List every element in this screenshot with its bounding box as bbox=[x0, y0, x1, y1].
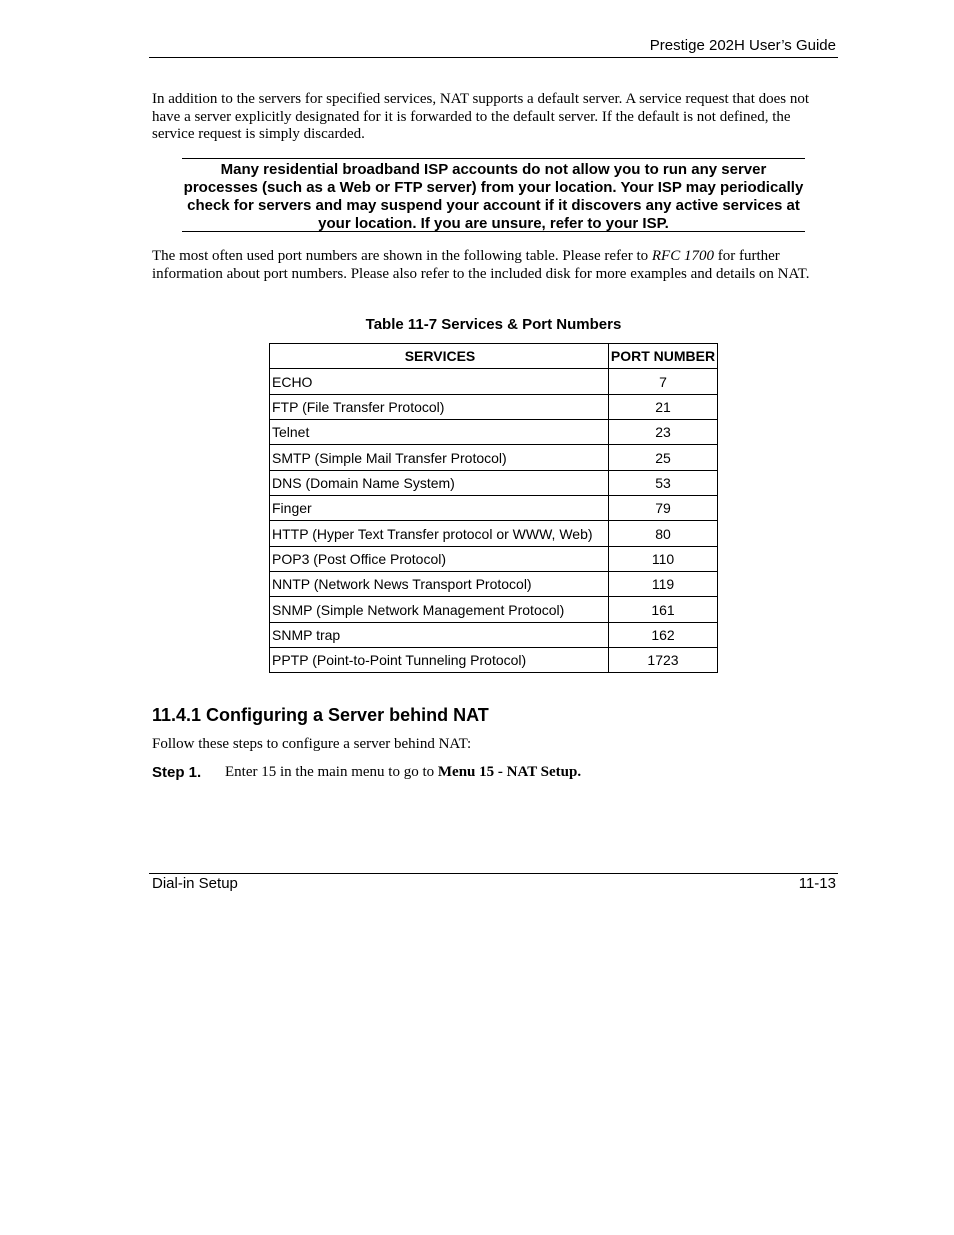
port-cell: 161 bbox=[609, 597, 718, 622]
service-cell: POP3 (Post Office Protocol) bbox=[270, 546, 609, 571]
table-row bbox=[270, 394, 718, 419]
service-cell: ECHO bbox=[270, 369, 609, 394]
intro-paragraph: In addition to the servers for specified services, NAT supports a default server. A service request that does not have a server explicitly designated for it is forwarded to the default server. If the default is not defined, the service request is simply discarded. bbox=[152, 91, 810, 142]
table-row bbox=[270, 369, 718, 394]
page-header-title: Prestige 202H User’s Guide bbox=[649, 37, 836, 54]
table-row bbox=[270, 470, 718, 495]
header-port-number: PORT NUMBER bbox=[609, 344, 718, 369]
rfc-reference: RFC 1700 bbox=[651, 248, 714, 264]
table-row bbox=[270, 521, 718, 546]
ports-paragraph-before: The most often used port numbers are shown in the following table. Please refer to bbox=[152, 248, 652, 264]
port-cell: 21 bbox=[609, 394, 718, 419]
port-cell: 119 bbox=[609, 572, 718, 597]
table-row bbox=[270, 622, 718, 647]
table-row bbox=[270, 572, 718, 597]
port-cell: 7 bbox=[609, 369, 718, 394]
service-cell: FTP (File Transfer Protocol) bbox=[270, 394, 609, 419]
table-row bbox=[270, 496, 718, 521]
table-row bbox=[270, 648, 718, 673]
service-cell: HTTP (Hyper Text Transfer protocol or WWW, Web) bbox=[270, 521, 609, 546]
section-title: 11.4.1 Configuring a Server behind NAT bbox=[152, 705, 489, 725]
service-cell: Telnet bbox=[270, 420, 609, 445]
header-rule bbox=[149, 57, 838, 58]
port-cell: 110 bbox=[609, 546, 718, 571]
step-text-before: Enter 15 in the main menu to go to bbox=[225, 764, 438, 780]
note-text: Many residential broadband ISP accounts do not allow you to run any server processes (such as a Web or FTP server) from your location. Your ISP may periodically check for servers and may suspend your account if it discovers any active services at your location. If you are unsure, refer to your ISP. bbox=[183, 161, 804, 232]
section-intro: Follow these steps to configure a server behind NAT: bbox=[152, 736, 472, 752]
note-box bbox=[182, 158, 805, 232]
step-menu-reference: Menu 15 - NAT Setup. bbox=[437, 764, 582, 780]
service-cell: SNMP (Simple Network Management Protocol) bbox=[270, 597, 609, 622]
footer-section-name: Dial-in Setup bbox=[152, 875, 238, 892]
step-text bbox=[225, 764, 581, 781]
service-cell: DNS (Domain Name System) bbox=[270, 470, 609, 495]
port-cell: 1723 bbox=[609, 648, 718, 673]
port-cell: 25 bbox=[609, 445, 718, 470]
table-caption: Table 11-7 Services & Port Numbers bbox=[365, 316, 622, 333]
table-body bbox=[270, 369, 718, 673]
footer-page-number: 11-13 bbox=[798, 875, 836, 892]
table-row bbox=[270, 445, 718, 470]
table-header-row bbox=[270, 344, 718, 369]
port-cell: 79 bbox=[609, 496, 718, 521]
service-cell: SMTP (Simple Mail Transfer Protocol) bbox=[270, 445, 609, 470]
port-cell: 53 bbox=[609, 470, 718, 495]
port-cell: 162 bbox=[609, 622, 718, 647]
port-cell: 23 bbox=[609, 420, 718, 445]
table-row bbox=[270, 546, 718, 571]
service-cell: SNMP trap bbox=[270, 622, 609, 647]
service-cell: Finger bbox=[270, 496, 609, 521]
table-row bbox=[270, 597, 718, 622]
ports-paragraph-after: for further information about port numbers. Please also refer to the included disk for more examples and details on NAT. bbox=[152, 248, 810, 282]
ports-paragraph bbox=[152, 248, 822, 283]
port-cell: 80 bbox=[609, 521, 718, 546]
service-cell: NNTP (Network News Transport Protocol) bbox=[270, 572, 609, 597]
step-label: Step 1. bbox=[152, 764, 202, 781]
footer-rule bbox=[149, 873, 838, 874]
service-cell: PPTP (Point-to-Point Tunneling Protocol) bbox=[270, 648, 609, 673]
header-services: SERVICES bbox=[270, 344, 609, 369]
table-row bbox=[270, 420, 718, 445]
services-port-table bbox=[269, 343, 718, 673]
